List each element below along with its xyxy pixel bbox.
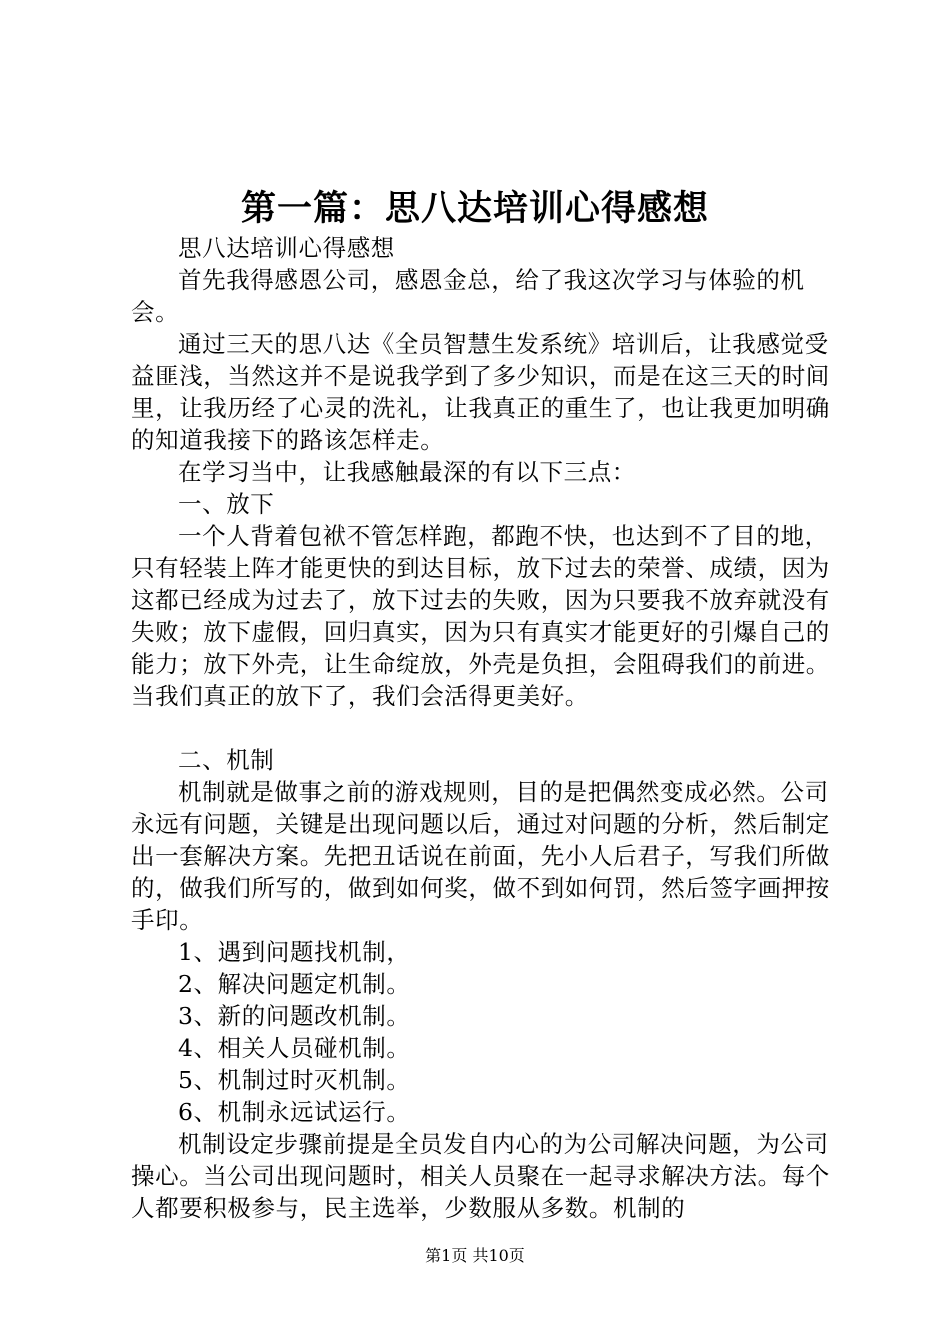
list-item: 3、新的问题改机制。 <box>178 1002 411 1030</box>
heading-mechanism: 二、机制 <box>178 746 275 774</box>
heading-let-go: 一、放下 <box>178 490 275 518</box>
paragraph-training: 通过三天的思八达《全员智慧生发系统》培训后，让我感觉受益匪浅，当然这并不是说我学到了多少知识，而是在这三天的时间里，让我历经了心灵的洗礼，让我真正的重生了，也让我更加明确的知道我接下的路该怎样走。 <box>131 330 830 454</box>
paragraph-mechanism-steps: 机制设定步骤前提是全员发自内心的为公司解决问题，为公司操心。当公司出现问题时，相关人员聚在一起寻求解决方法。每个人都要积极参与，民主选举，少数服从多数。机制的 <box>131 1130 830 1222</box>
blank-line <box>131 712 841 744</box>
list-item: 2、解决问题定机制。 <box>178 970 411 998</box>
paragraph-gratitude: 首先我得感恩公司，感恩金总，给了我这次学习与体验的机会。 <box>131 266 805 326</box>
paragraph-three-points: 在学习当中，让我感触最深的有以下三点： <box>178 458 636 486</box>
document-title: 第一篇：思八达培训心得感想 <box>240 188 709 229</box>
page-footer: 第1页 共10页 <box>425 1246 525 1265</box>
list-item: 1、遇到问题找机制， <box>178 938 411 966</box>
document-body <box>131 232 841 1224</box>
paragraph-subtitle: 思八达培训心得感想 <box>178 234 395 262</box>
list-item: 6、机制永远试运行。 <box>178 1098 411 1126</box>
list-item: 4、相关人员碰机制。 <box>178 1034 411 1062</box>
paragraph-mechanism: 机制就是做事之前的游戏规则，目的是把偶然变成必然。公司永远有问题，关键是出现问题以后，通过对问题的分析，然后制定出一套解决方案。先把丑话说在前面，先小人后君子，写我们所做的，做我们所写的，做到如何奖，做不到如何罚，然后签字画押按手印。 <box>131 778 830 934</box>
paragraph-let-go: 一个人背着包袱不管怎样跑，都跑不快，也达到不了目的地，只有轻装上阵才能更快的到达目标，放下过去的荣誉、成绩，因为这都已经成为过去了，放下过去的失败，因为只要我不放弃就没有失败；放下虚假，回归真实，因为只有真实才能更好的引爆自己的能力；放下外壳，让生命绽放，外壳是负担，会阻碍我们的前进。当我们真正的放下了，我们会活得更美好。 <box>131 522 830 710</box>
list-item: 5、机制过时灭机制。 <box>178 1066 411 1094</box>
